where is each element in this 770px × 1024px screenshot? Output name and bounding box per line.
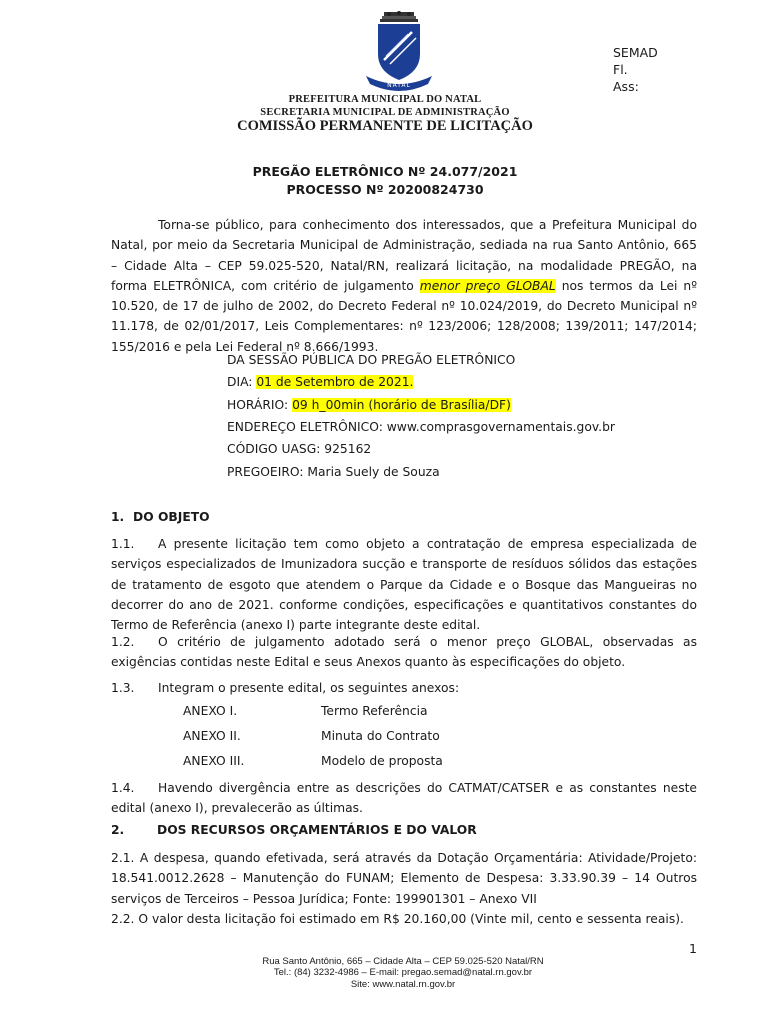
annex-2-label: ANEXO II. (183, 729, 241, 743)
paragraph-1-4 (111, 778, 697, 819)
horario-value: 09 h_00min (horário de Brasília/DF) (292, 398, 511, 412)
footer-contact: Tel.: (84) 3232-4986 – E-mail: pregao.semad@natal.rn.gov.br (273, 967, 533, 978)
section-2-number: 2. (111, 823, 125, 837)
annex-1-label: ANEXO I. (183, 704, 238, 718)
annex-2-desc: Minuta do Contrato (321, 729, 440, 743)
header-secretaria: SECRETARIA MUNICIPAL DE ADMINISTRAÇÃO (260, 107, 510, 118)
annex-3-label: ANEXO III. (183, 754, 245, 768)
crest-banner-text: NATAL (387, 82, 411, 89)
page-number: 1 (689, 941, 697, 956)
annex-3-desc: Modelo de proposta (321, 754, 443, 768)
section-2-title: DOS RECURSOS ORÇAMENTÁRIOS E DO VALOR (157, 823, 477, 837)
p1-2-text: O critério de julgamento adotado será o menor preço GLOBAL, observadas as exigências contidas neste Edital e seus Anexos quanto às especificações do objeto. (111, 635, 697, 670)
p1-3-text: Integram o presente edital, os seguintes anexos: (158, 681, 460, 695)
session-endereco: ENDEREÇO ELETRÔNICO: www.comprasgovernamentais.gov.br (227, 420, 615, 434)
p1-1-text: A presente licitação tem como objeto a contratação de empresa especializada de serviços especializados de Imunizadora sucção e transporte de resíduos sólidos das estações de tratamento de esgoto que atendem o Parque da Cidade e o Bosque das Mangueiras no decorrer do ano de 2021. conforme condições, especificações e quantitativos constantes do Termo de Referência (anexo I) parte integrante deste edital. (111, 537, 697, 633)
session-horario (227, 398, 511, 412)
paragraph-1-2 (111, 632, 697, 673)
p1-4-text: Havendo divergência entre as descrições do CATMAT/CATSER e as constantes neste edital (anexo I), prevalecerão as últimas. (111, 781, 697, 816)
session-heading: DA SESSÃO PÚBLICA DO PREGÃO ELETRÔNICO (227, 353, 516, 367)
document-title-processo: PROCESSO Nº 20200824730 (286, 182, 484, 197)
horario-label: HORÁRIO: (227, 398, 293, 412)
annex-1-desc: Termo Referência (321, 704, 428, 718)
session-dia (227, 375, 413, 389)
paragraph-1-3 (111, 678, 697, 698)
semad-stamp-block (613, 44, 658, 95)
p1-3-number: 1.3. (111, 681, 135, 695)
session-codigo-uasg: CÓDIGO UASG: 925162 (227, 442, 372, 456)
assinatura-label: Ass: (613, 79, 639, 94)
footer-address: Rua Santo Antônio, 665 – Cidade Alta – CEP 59.025-520 Natal/RN (262, 956, 544, 967)
section-2-heading (111, 823, 477, 837)
highlight-criterio: menor preço GLOBAL (419, 278, 556, 293)
paragraph-1-1 (111, 534, 697, 635)
footer-site: Site: www.natal.rn.gov.br (350, 979, 456, 990)
folha-label: Fl. (613, 62, 628, 77)
section-1-heading (111, 510, 210, 524)
paragraph-2-1: 2.1. A despesa, quando efetivada, será através da Dotação Orçamentária: Atividade/Projeto: 18.541.0012.2628 – Manutenção do FUNAM; Elemento de Despesa: 3.33.90.39 – 14 Outros serviços de Terceiros – Pessoa Jurídica; Fonte: 199901301 – Anexo VII (111, 851, 697, 906)
dia-label: DIA: (227, 375, 257, 389)
header-comissao: COMISSÃO PERMANENTE DE LICITAÇÃO (237, 118, 533, 134)
p1-1-number: 1.1. (111, 537, 135, 551)
section-1-number: 1. (111, 510, 125, 524)
session-pregoeiro: PREGOEIRO: Maria Suely de Souza (227, 465, 440, 479)
p1-4-number: 1.4. (111, 781, 135, 795)
paragraph-2-2: 2.2. O valor desta licitação foi estimado em R$ 20.160,00 (Vinte mil, cento e sessenta reais). (111, 912, 684, 926)
p1-2-number: 1.2. (111, 635, 135, 649)
section-1-title: DO OBJETO (133, 510, 210, 524)
document-title-pregao: PREGÃO ELETRÔNICO Nº 24.077/2021 (252, 164, 518, 179)
intro-paragraph (111, 215, 697, 357)
natal-crest-logo (362, 10, 436, 94)
intro-text-2: nos termos da Lei nº 10.520, de 17 de julho de 2002, do Decreto Federal nº 10.024/2019, do Decreto Municipal nº 11.178, de 02/01/2017, Leis Complementares: nº 123/2006; 128/2008; 139/2011; 147/2014; 155/2016 e pela Lei Federal nº 8.666/1993. (111, 278, 698, 354)
semad-label: SEMAD (613, 45, 658, 60)
dia-value: 01 de Setembro de 2021. (256, 375, 414, 389)
header-prefeitura: PREFEITURA MUNICIPAL DO NATAL (288, 94, 482, 105)
intro-text-1: Torna-se público, para conhecimento dos interessados, que a Prefeitura Municipal do Natal, por meio da Secretaria Municipal de Administração, sediada na rua Santo Antônio, 665 – Cidade Alta – CEP 59.025-520, Natal/RN, realizará licitação, na modalidade PREGÃO, na forma ELETRÔNICA, com critério de julgamento (111, 218, 697, 293)
